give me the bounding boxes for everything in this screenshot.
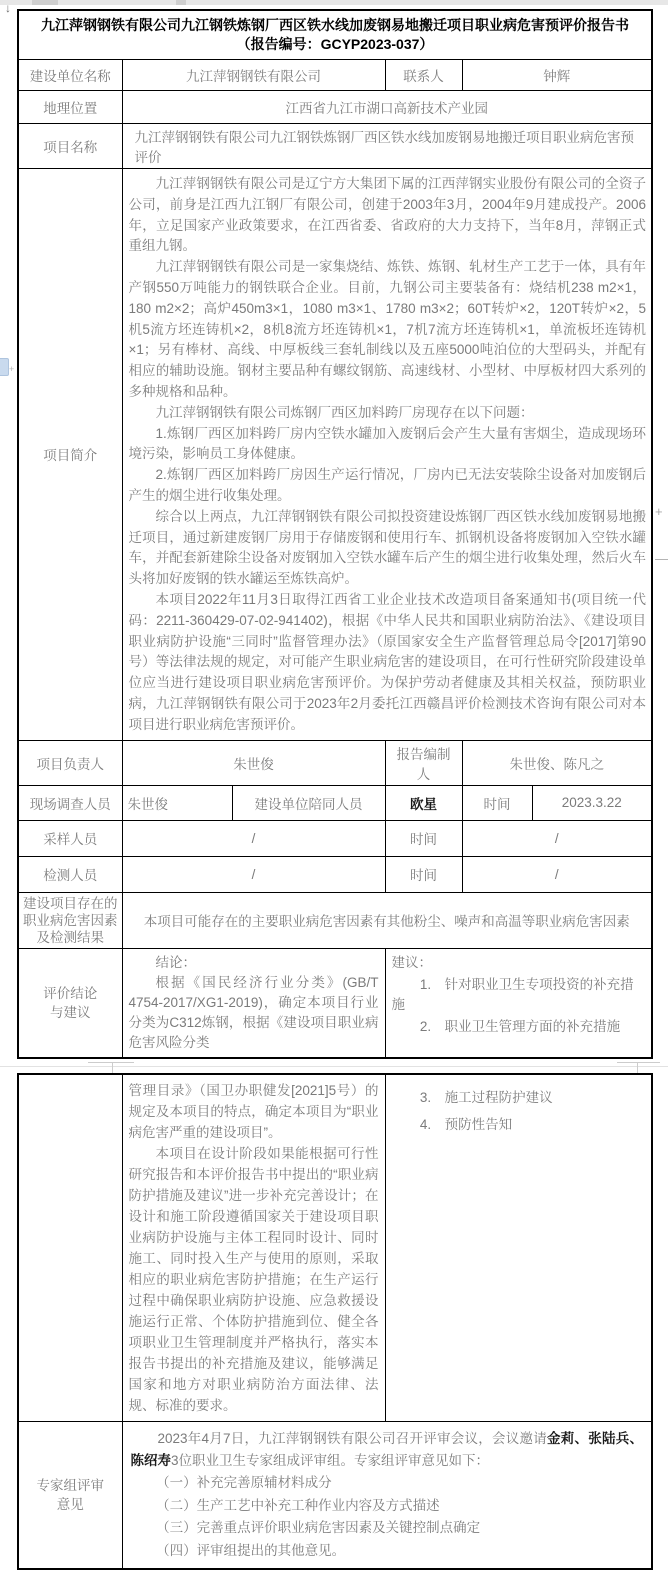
row-project-intro (18, 169, 652, 741)
survey-label: 现场调查人员 (18, 785, 122, 820)
row-conclusion-page1 (18, 948, 652, 1058)
suggestion-right-column-continued (385, 1074, 652, 1422)
expert-label-line: 专家组评审 (36, 1477, 104, 1493)
unit-label: 建设单位名称 (18, 60, 122, 91)
row-title (18, 10, 652, 60)
expert-opinion-item: （一）补充完善原辅材料成分 (156, 1475, 332, 1491)
down-arrow-anchor-icon[interactable]: ↓ (5, 1, 11, 15)
row-site-survey (18, 785, 652, 820)
project-intro-label: 项目简介 (18, 169, 122, 741)
intro-paragraph: 本项目2022年11月3日取得江西省工业企业技术改造项目备案通知书(项目统一代码：2211-360429-07-02-941402)，根据《中华人民共和国职业病防治法》、《建设项目职业病防护设施“三同时”监督管理办法》（原国家安全生产监督管理总局令[2017]第90号）等法律法规的规定，对可能产生职业病危害的建设项目，在可行性研究阶段建设单位应当进行建设项目职业病危害预评价。为保护劳动者健康及其相关权益，预防职业病，九江萍钢钢铁有限公司于2023年2月委托江西赣昌评价检测技术咨询有限公司对本项目进行职业病危害预评价。 (128, 591, 646, 732)
suggestion-item: 2. 职业卫生管理方面的补充措施 (419, 1018, 621, 1034)
project-name-value: 九江萍钢钢铁有限公司九江钢铁炼钢厂西区铁水线加废钢易地搬迁项目职业病危害预评价 (122, 124, 652, 169)
conclusion-text-paragraph2: 本项目在设计阶段如果能根据可行性研究报告和本评价报告书中提出的“职业病防护措施及建议”进一步补充完善设计；在设计和施工阶段遵循国家关于建设项目职业病防护设施与主体工程同时设计、同时施工、同时投入生产与使用的原则，采取相应的职业病危害防护措施；在生产运行过程中确保职业病防护设施、应急救援设施运行正常、个体防护措施到位、健全各项职业卫生管理制度并严格执行，落实本报告书提出的补充措施及建议，能够满足国家和地方对职业病防治方面法律、法规、标准的要求。 (128, 1145, 379, 1413)
suggestion-item: 1. 针对职业卫生专项投资的补充措施 (391, 976, 634, 1012)
suggestion-heading: 建议： (391, 954, 432, 970)
table-insert-plus-icon[interactable]: + (655, 504, 663, 519)
contact-label: 联系人 (385, 60, 462, 91)
writer-label: 报告编制人 (385, 740, 462, 785)
document-page (17, 9, 652, 1570)
window-top-strip (0, 0, 668, 5)
expert-opinion-item: （二）生产工艺中补充工种作业内容及方式描述 (156, 1497, 440, 1513)
sampling-time-label: 时间 (385, 820, 462, 856)
page-boundary-line (0, 1066, 668, 1067)
conclusion-label-line: 评价结论 (43, 985, 98, 1001)
intro-paragraph: 九江萍钢钢铁有限公司炼钢厂西区加料跨厂房现存在以下问题： (155, 404, 534, 420)
project-name-label: 项目名称 (18, 124, 122, 169)
conclusion-left-column-continued (122, 1074, 385, 1422)
intro-paragraph: 九江萍钢钢铁有限公司是一家集烧结、炼铁、炼钢、轧材生产工艺于一体，具有年产钢550万吨能力的钢铁联合企业。目前，九钢公司主要装备有：烧结机238 m2×1，180 m2×2；高炉450m3×1，1080 m3×1、1780 m3×2；60T转炉×2，120T转炉×2，5机5流方坯连铸机×2，8机8流方坯连铸机×1，7机7流方坯连铸机×1，单流板坯连铸机×1；另有棒材、高线、中厚板线三套轧制线以及五座5000吨泊位的大型码头，并配有相应的辅助设施。钢材主要品种有螺纹钢筋、高速线材、小型材、中厚板材四大系列的多种规格和品种。 (128, 259, 646, 399)
leader-label: 项目负责人 (18, 740, 122, 785)
expert-label-line: 意见 (56, 1496, 84, 1512)
suggestion-item: 4. 预防性告知 (419, 1116, 513, 1132)
expert-intro-suffix: 3位职业卫生专家组成评审组。专家组评审意见如下： (171, 1452, 490, 1468)
writer-value: 朱世俊、陈凡之 (462, 740, 652, 785)
location-label: 地理位置 (18, 91, 122, 124)
row-sampling (18, 820, 652, 856)
row-location (18, 91, 652, 124)
expert-opinion-item: （三）完善重点评价职业病危害因素及关键控制点确定 (156, 1520, 481, 1536)
row-project-leader (18, 740, 652, 785)
sampling-label: 采样人员 (18, 820, 122, 856)
row-conclusion-page2 (18, 1074, 652, 1422)
conclusion-text-page1: 根据《国民经济行业分类》(GB/T 4754-2017/XG1-2019)，确定本项目行业分类为C312炼钢，根据《建设项目职业病危害风险分类 (128, 974, 379, 1050)
page-corner-mark (88, 1062, 134, 1063)
conclusion-label-continued (18, 1074, 122, 1422)
conclusion-label-line: 与建议 (50, 1004, 91, 1020)
survey-time-label: 时间 (462, 785, 532, 820)
detection-time-value: / (462, 856, 652, 892)
suggestion-item: 3. 施工过程防护建议 (419, 1089, 553, 1105)
hazard-value: 本项目可能存在的主要职业病危害因素有其他粉尘、噪声和高温等职业病危害因素 (122, 892, 652, 948)
conclusion-label (18, 948, 122, 1058)
expert-opinion-item: （四）评审组提出的其他意见。 (156, 1542, 346, 1558)
report-table-page2 (17, 1073, 653, 1570)
project-intro-text (122, 169, 652, 741)
row-construction-unit (18, 60, 652, 91)
contact-value: 钟辉 (462, 60, 652, 91)
row-project-name (18, 124, 652, 169)
coauthor-flag-icon (0, 358, 9, 376)
expert-intro-prefix: 2023年4月7日，九江萍钢钢铁有限公司召开评审会议，会议邀请 (157, 1430, 548, 1446)
row-hazard-factors (18, 892, 652, 948)
intro-paragraph: 九江萍钢钢铁有限公司是辽宁方大集团下属的江西萍钢实业股份有限公司的全资子公司，前身是江西九江钢厂有限公司，创建于2003年3月，2004年9月建成投产。2006年，立足国家产业政策要求，在江西省委、省政府的大力支持下，当年8月，萍钢正式重组九钢。 (128, 176, 646, 254)
accompany-value: 欧星 (385, 785, 462, 820)
conclusion-heading: 结论： (155, 954, 196, 970)
hazard-label-line: 职业病危害因素 (23, 912, 118, 928)
detection-label: 检测人员 (18, 856, 122, 892)
conclusion-text-continued: 管理目录》（国卫办职健发[2021]5号）的规定及本项目的特点，确定本项目为“职业病危害严重的建设项目”。 (128, 1082, 379, 1140)
suggestion-right-column (385, 948, 652, 1058)
sampling-time-value: / (462, 820, 652, 856)
sampling-value: / (122, 820, 385, 856)
location-value: 江西省九江市湖口高新技术产业园 (122, 91, 652, 124)
survey-time-value: 2023.3.22 (532, 785, 652, 820)
intro-paragraph: 2.炼钢厂西区加料跨厂房因生产运行情况，厂房内已无法安装除尘设备对加废钢后产生的烟尘进行收集处理。 (128, 467, 646, 503)
page-corner-mark (112, 1062, 113, 1073)
table-resize-minus-icon[interactable]: — (655, 551, 668, 566)
survey-value: 朱世俊 (122, 785, 232, 820)
hazard-label-line: 建设项目存在的 (23, 895, 118, 911)
ruler-mark (176, 0, 186, 5)
cursor-cross-icon: + (9, 364, 15, 374)
unit-value: 九江萍钢钢铁有限公司 (122, 60, 385, 91)
page-corner-mark (637, 1062, 638, 1073)
row-detection (18, 856, 652, 892)
page-break-gap (0, 1059, 668, 1073)
report-title-line1: 九江萍钢钢铁有限公司九江钢铁炼钢厂西区铁水线加废钢易地搬迁项目职业病危害预评价报告书 (41, 17, 629, 33)
conclusion-left-column (122, 948, 385, 1058)
report-title (18, 10, 652, 60)
intro-paragraph: 综合以上两点，九江萍钢钢铁有限公司拟投资建设炼钢厂西区铁水线加废钢易地搬迁项目，通过新建废钢厂房用于存储废钢和使用行车、抓钢机设备将废钢加入空铁水罐车，并配套新建除尘设备对废钢加入空铁水罐车后产生的烟尘进行收集处理，然后火车头将加好废钢的铁水罐运至炼铁高炉。 (128, 508, 646, 587)
detection-time-label: 时间 (385, 856, 462, 892)
leader-value: 朱世俊 (122, 740, 385, 785)
ruler-mark (32, 0, 58, 5)
accompany-label: 建设单位陪同人员 (232, 785, 385, 820)
expert-review-label (18, 1421, 122, 1569)
page-corner-mark (617, 1062, 660, 1063)
expert-intro (131, 1428, 644, 1473)
report-table-page1 (17, 9, 653, 1059)
hazard-label-line: 及检测结果 (36, 929, 104, 945)
expert-names: 金莉、张陆兵、陈绍寿 (130, 1430, 644, 1468)
detection-value: / (122, 856, 385, 892)
intro-paragraph: 1.炼钢厂西区加料跨厂房内空铁水罐加入废钢后会产生大量有害烟尘，造成现场环境污染，影响员工身体健康。 (128, 425, 646, 462)
row-expert-review (18, 1421, 652, 1569)
report-title-line2: （报告编号：GCYP2023-037） (236, 36, 434, 52)
hazard-label (18, 892, 122, 948)
expert-review-content (122, 1421, 652, 1569)
